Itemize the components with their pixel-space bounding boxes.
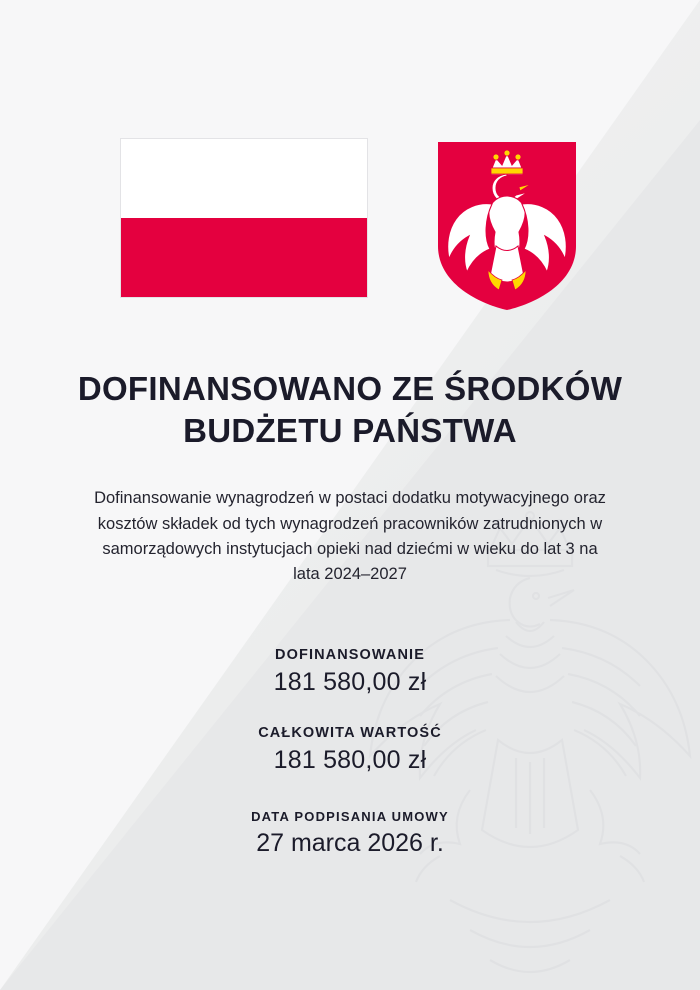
flag-red-stripe bbox=[121, 218, 367, 297]
signature-date-label: DATA PODPISANIA UMOWY bbox=[251, 808, 449, 824]
page-title: DOFINANSOWANO ZE ŚRODKÓW BUDŻETU PAŃSTWA bbox=[77, 370, 623, 450]
signature-date-value: 27 marca 2026 r. bbox=[256, 828, 444, 857]
amounts-section bbox=[60, 647, 640, 858]
emblems-row bbox=[60, 0, 640, 314]
flag-white-stripe bbox=[121, 139, 367, 218]
signature-date-block bbox=[60, 809, 640, 858]
amount-block-total bbox=[60, 725, 640, 775]
program-description: Dofinansowanie wynagrodzeń w postaci dodatku motywacyjnego oraz kosztów składek od tych wynagrodzeń pracowników zatrudnionych w samorządowych instytucjach opieki nad dziećmi w wieku do lat 3 na lata 2024–2027 bbox=[94, 489, 606, 583]
poland-coat-of-arms-icon bbox=[434, 138, 580, 314]
funding-label: DOFINANSOWANIE bbox=[275, 646, 425, 663]
poland-flag-icon bbox=[120, 138, 368, 298]
total-label: CAŁKOWITA WARTOŚĆ bbox=[258, 724, 442, 741]
funding-value: 181 580,00 zł bbox=[273, 667, 427, 696]
amount-block-funding bbox=[60, 647, 640, 697]
total-value: 181 580,00 zł bbox=[273, 745, 427, 774]
